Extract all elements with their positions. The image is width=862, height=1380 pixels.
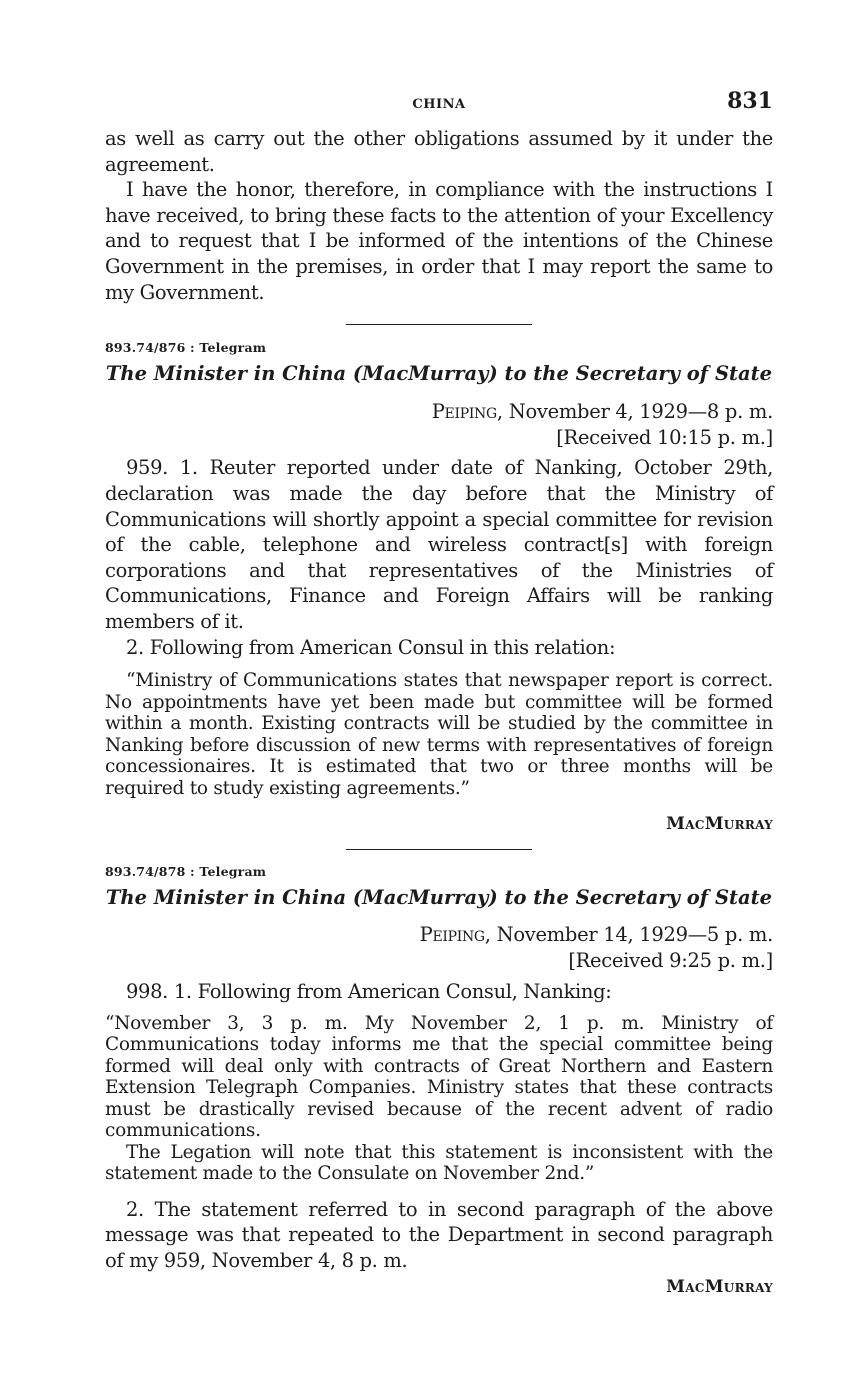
- quoted-message: “Ministry of Communications states that newspaper report is correct. No appointments have yet been made but committee will be formed within a month. Existing contracts will be studied by the committee in Nanking before discussion of new terms with representatives of foreign concessionaires. It is estimated that two or three months will be required to study existing agreements.”: [105, 670, 773, 799]
- file-number: 893.74/876 : Telegram: [105, 340, 267, 356]
- dateline-place: Peiping,: [419, 923, 491, 947]
- page-number: 831: [727, 88, 773, 114]
- signature: MacMurray: [666, 1276, 773, 1297]
- document-title: The Minister in China (MacMurray) to the Secretary of State: [105, 362, 773, 386]
- section-divider: [346, 324, 532, 325]
- running-head-title: CHINA: [412, 97, 466, 112]
- running-head: [105, 88, 773, 122]
- signature: MacMurray: [666, 814, 773, 835]
- document-title: The Minister in China (MacMurray) to the Secretary of State: [105, 886, 773, 910]
- dateline-date: November 14, 1929—5 p. m.: [490, 923, 773, 947]
- telegram-paragraph-1: 998. 1. Following from American Consul, Nanking:: [126, 980, 612, 1004]
- document-page: [105, 88, 773, 1297]
- quoted-message: “November 3, 3 p. m. My November 2, 1 p. m. Ministry of Communications today informs me that the special committee being formed will deal only with contracts of Great Northern and Eastern Extension Telegraph Companies. Ministry states that these contracts must be drastically revised because of the recent advent of radio communications.: [105, 1012, 773, 1142]
- dateline-place: Peiping,: [431, 400, 503, 424]
- telegram-paragraph-2: 2. The statement referred to in second paragraph of the above message was that repeated to the Department in second paragraph of my 959, November 4, 8 p. m.: [105, 1197, 773, 1273]
- telegram-paragraph-2: 2. Following from American Consul in this relation:: [126, 635, 616, 659]
- telegram-paragraph-1: 959. 1. Reuter reported under date of Nanking, October 29th, declaration was made the day before that the Ministry of Communications will shortly appoint a special committee for revision of the cable, telephone and wireless contract[s] with foreign corporations and that representatives of the Ministries of Communications, Finance and Foreign Affairs will be ranking members of it.: [105, 456, 773, 633]
- intro-paragraph-continuation: as well as carry out the other obligations assumed by it under the agreement.: [105, 127, 773, 176]
- dateline-date: November 4, 1929—8 p. m.: [502, 400, 773, 424]
- section-divider: [346, 849, 532, 850]
- received-line: [Received 10:15 p. m.]: [556, 425, 773, 449]
- dateline: [105, 399, 773, 425]
- dateline: [105, 922, 773, 948]
- received-line: [Received 9:25 p. m.]: [568, 948, 773, 972]
- quoted-message-continuation: The Legation will note that this statement is inconsistent with the statement made to the Consulate on November 2nd.”: [105, 1141, 773, 1185]
- intro-paragraph: I have the honor, therefore, in compliance with the instructions I have received, to bring these facts to the attention of your Excellency and to request that I be informed of the intentions of the Chinese Government in the premises, in order that I may report the same to my Government.: [105, 178, 773, 304]
- file-number: 893.74/878 : Telegram: [105, 864, 267, 880]
